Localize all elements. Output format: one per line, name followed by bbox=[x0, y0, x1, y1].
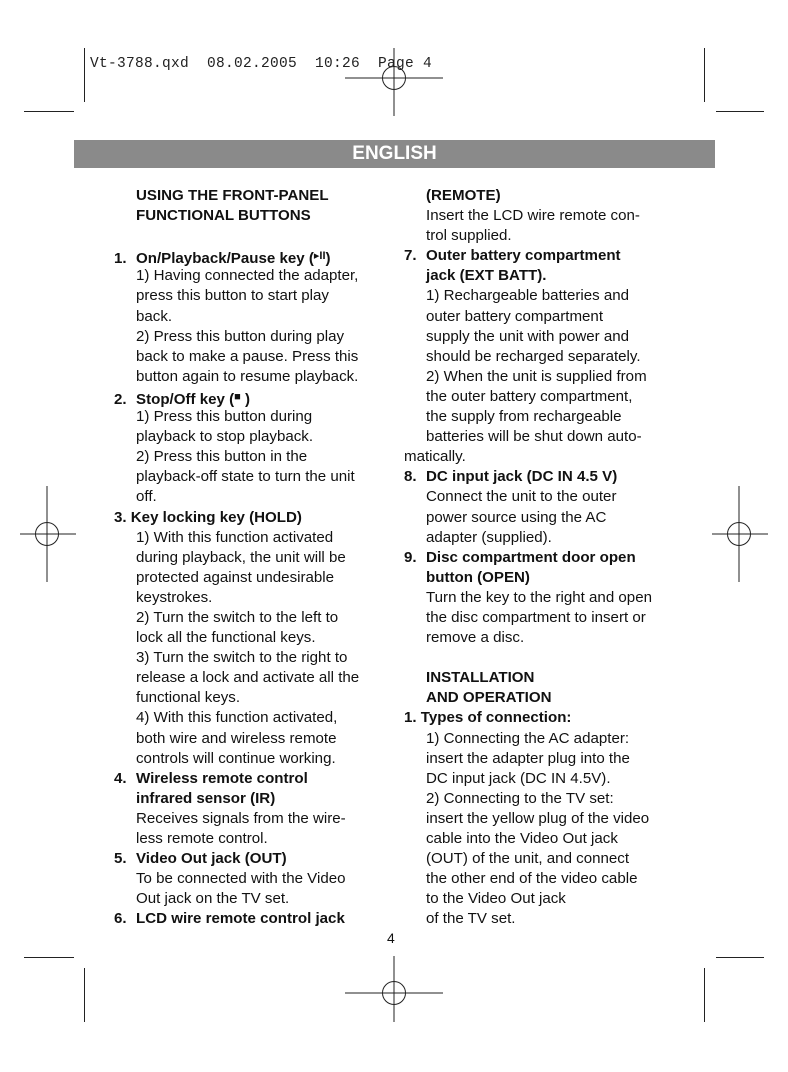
registration-mark-top-icon bbox=[345, 40, 443, 116]
item-title-playback-key: 1. On/Playback/Pause key ($^{▸II}$) bbox=[114, 250, 331, 268]
crop-mark-tr-horizontal bbox=[716, 111, 764, 112]
item-title-connection-types: 1. Types of connection: bbox=[404, 709, 572, 727]
stop-icon: ■ bbox=[234, 390, 241, 403]
item-text: insert the yellow plug of the video bbox=[426, 809, 650, 827]
item-text: insert the adapter plug into the bbox=[426, 749, 630, 767]
item-text: 2) Turn the switch to the left to bbox=[136, 608, 339, 626]
item-text: off. bbox=[136, 488, 157, 506]
item-text: release a lock and activate all the bbox=[136, 669, 360, 687]
item-text: 2) Press this button in the bbox=[136, 448, 308, 466]
section-heading: INSTALLATION bbox=[426, 669, 535, 687]
item-title-lcd-remote-jack: 6. LCD wire remote control jack bbox=[114, 910, 345, 928]
item-text: remove a disc. bbox=[426, 629, 525, 647]
item-text: playback to stop playback. bbox=[136, 428, 314, 446]
item-text: 1) Connecting the AC adapter: bbox=[426, 729, 630, 747]
crop-mark-br-horizontal bbox=[716, 957, 764, 958]
item-title-dc-in: 8. DC input jack (DC IN 4.5 V) bbox=[404, 468, 618, 486]
item-text: DC input jack (DC IN 4.5V). bbox=[426, 769, 611, 787]
item-text: 2) Press this button during play bbox=[136, 327, 345, 345]
item-text: keystrokes. bbox=[136, 588, 213, 606]
item-text: 1) With this function activated bbox=[136, 528, 334, 546]
crop-mark-br-vertical bbox=[704, 968, 705, 1022]
item-text: To be connected with the Video bbox=[136, 870, 346, 888]
right-column bbox=[404, 186, 679, 929]
item-text: functional keys. bbox=[136, 689, 241, 707]
crop-mark-bl-vertical bbox=[84, 968, 85, 1022]
item-text: 2) When the unit is supplied from bbox=[426, 367, 647, 385]
item-text: lock all the functional keys. bbox=[136, 629, 316, 647]
item-text: playback-off state to turn the unit bbox=[136, 468, 355, 486]
item-text: the outer battery compartment, bbox=[426, 387, 633, 405]
registration-mark-right-icon bbox=[712, 486, 768, 582]
crop-mark-tl-vertical bbox=[84, 48, 85, 102]
item-text: should be recharged separately. bbox=[426, 347, 641, 365]
item-text: matically. bbox=[404, 448, 466, 466]
item-text: outer battery compartment bbox=[426, 307, 604, 325]
item-text: back to make a pause. Press this bbox=[136, 347, 359, 365]
item-text: supply the unit with power and bbox=[426, 327, 630, 345]
item-text: less remote control. bbox=[136, 830, 268, 847]
section-heading: FUNCTIONAL BUTTONS bbox=[136, 207, 311, 225]
registration-mark-bottom-icon bbox=[345, 956, 443, 1032]
item-text: both wire and wireless remote bbox=[136, 729, 337, 747]
item-text: protected against undesirable bbox=[136, 568, 335, 586]
item-title-video-out: 5. Video Out jack (OUT) bbox=[114, 850, 287, 868]
item-text: to the Video Out jack bbox=[426, 890, 566, 908]
item-title-open-button-cont: button (OPEN) bbox=[426, 568, 530, 586]
section-heading: AND OPERATION bbox=[426, 689, 552, 707]
item-text: cable into the Video Out jack bbox=[426, 830, 618, 847]
item-title-ext-batt: 7. Outer battery compartment bbox=[404, 247, 621, 265]
item-title-remote-cont: (REMOTE) bbox=[426, 187, 501, 204]
item-title-ir-sensor: 4. Wireless remote control bbox=[114, 769, 308, 787]
item-title-stop-key: 2. Stop/Off key (■ ) bbox=[114, 390, 251, 408]
item-text: press this button to start play bbox=[136, 287, 329, 305]
item-text: adapter (supplied). bbox=[426, 528, 552, 546]
item-text: Receives signals from the wire- bbox=[136, 809, 346, 827]
crop-mark-tr-vertical bbox=[704, 48, 705, 102]
item-text: the supply from rechargeable bbox=[426, 408, 622, 426]
item-text: power source using the AC bbox=[426, 508, 607, 526]
item-text: the other end of the video cable bbox=[426, 870, 638, 888]
item-text: 4) With this function activated, bbox=[136, 709, 338, 727]
item-title-open-button: 9. Disc compartment door open bbox=[404, 548, 636, 566]
play-pause-icon: ▸II bbox=[313, 250, 326, 263]
item-title-ext-batt-cont: jack (EXT BATT). bbox=[426, 267, 547, 285]
section-heading: USING THE FRONT-PANEL bbox=[136, 187, 329, 204]
crop-mark-tl-horizontal bbox=[24, 111, 74, 112]
registration-mark-left-icon bbox=[20, 486, 76, 582]
item-text: (OUT) of the unit, and connect bbox=[426, 850, 630, 868]
item-text: 2) Connecting to the TV set: bbox=[426, 789, 614, 807]
item-text: 1) Having connected the adapter, bbox=[136, 267, 359, 285]
item-text: 1) Press this button during bbox=[136, 408, 313, 426]
item-text: controls will continue working. bbox=[136, 749, 336, 767]
item-text: Connect the unit to the outer bbox=[426, 488, 617, 506]
item-text: Out jack on the TV set. bbox=[136, 890, 290, 908]
item-title-ir-sensor-cont: infrared sensor (IR) bbox=[136, 789, 276, 807]
item-text: the disc compartment to insert or bbox=[426, 608, 646, 626]
item-text: Insert the LCD wire remote con- bbox=[426, 207, 640, 225]
page-number: 4 bbox=[387, 930, 395, 946]
print-slug: Vt-3788.qxd 08.02.2005 10:26 Page 4 bbox=[90, 56, 433, 72]
item-text: 1) Rechargeable batteries and bbox=[426, 287, 630, 305]
item-text: trol supplied. bbox=[426, 227, 512, 245]
item-text: during playback, the unit will be bbox=[136, 548, 346, 566]
item-text: button again to resume playback. bbox=[136, 367, 359, 385]
item-title-hold-key: 3. Key locking key (HOLD) bbox=[114, 508, 302, 526]
crop-mark-bl-horizontal bbox=[24, 957, 74, 958]
language-banner: ENGLISH bbox=[74, 140, 715, 168]
left-column bbox=[114, 186, 389, 929]
item-text: 3) Turn the switch to the right to bbox=[136, 649, 348, 667]
item-text: Turn the key to the right and open bbox=[426, 588, 652, 606]
item-text: of the TV set. bbox=[426, 910, 516, 928]
item-text: back. bbox=[136, 307, 173, 325]
item-text: batteries will be shut down auto- bbox=[426, 428, 642, 446]
